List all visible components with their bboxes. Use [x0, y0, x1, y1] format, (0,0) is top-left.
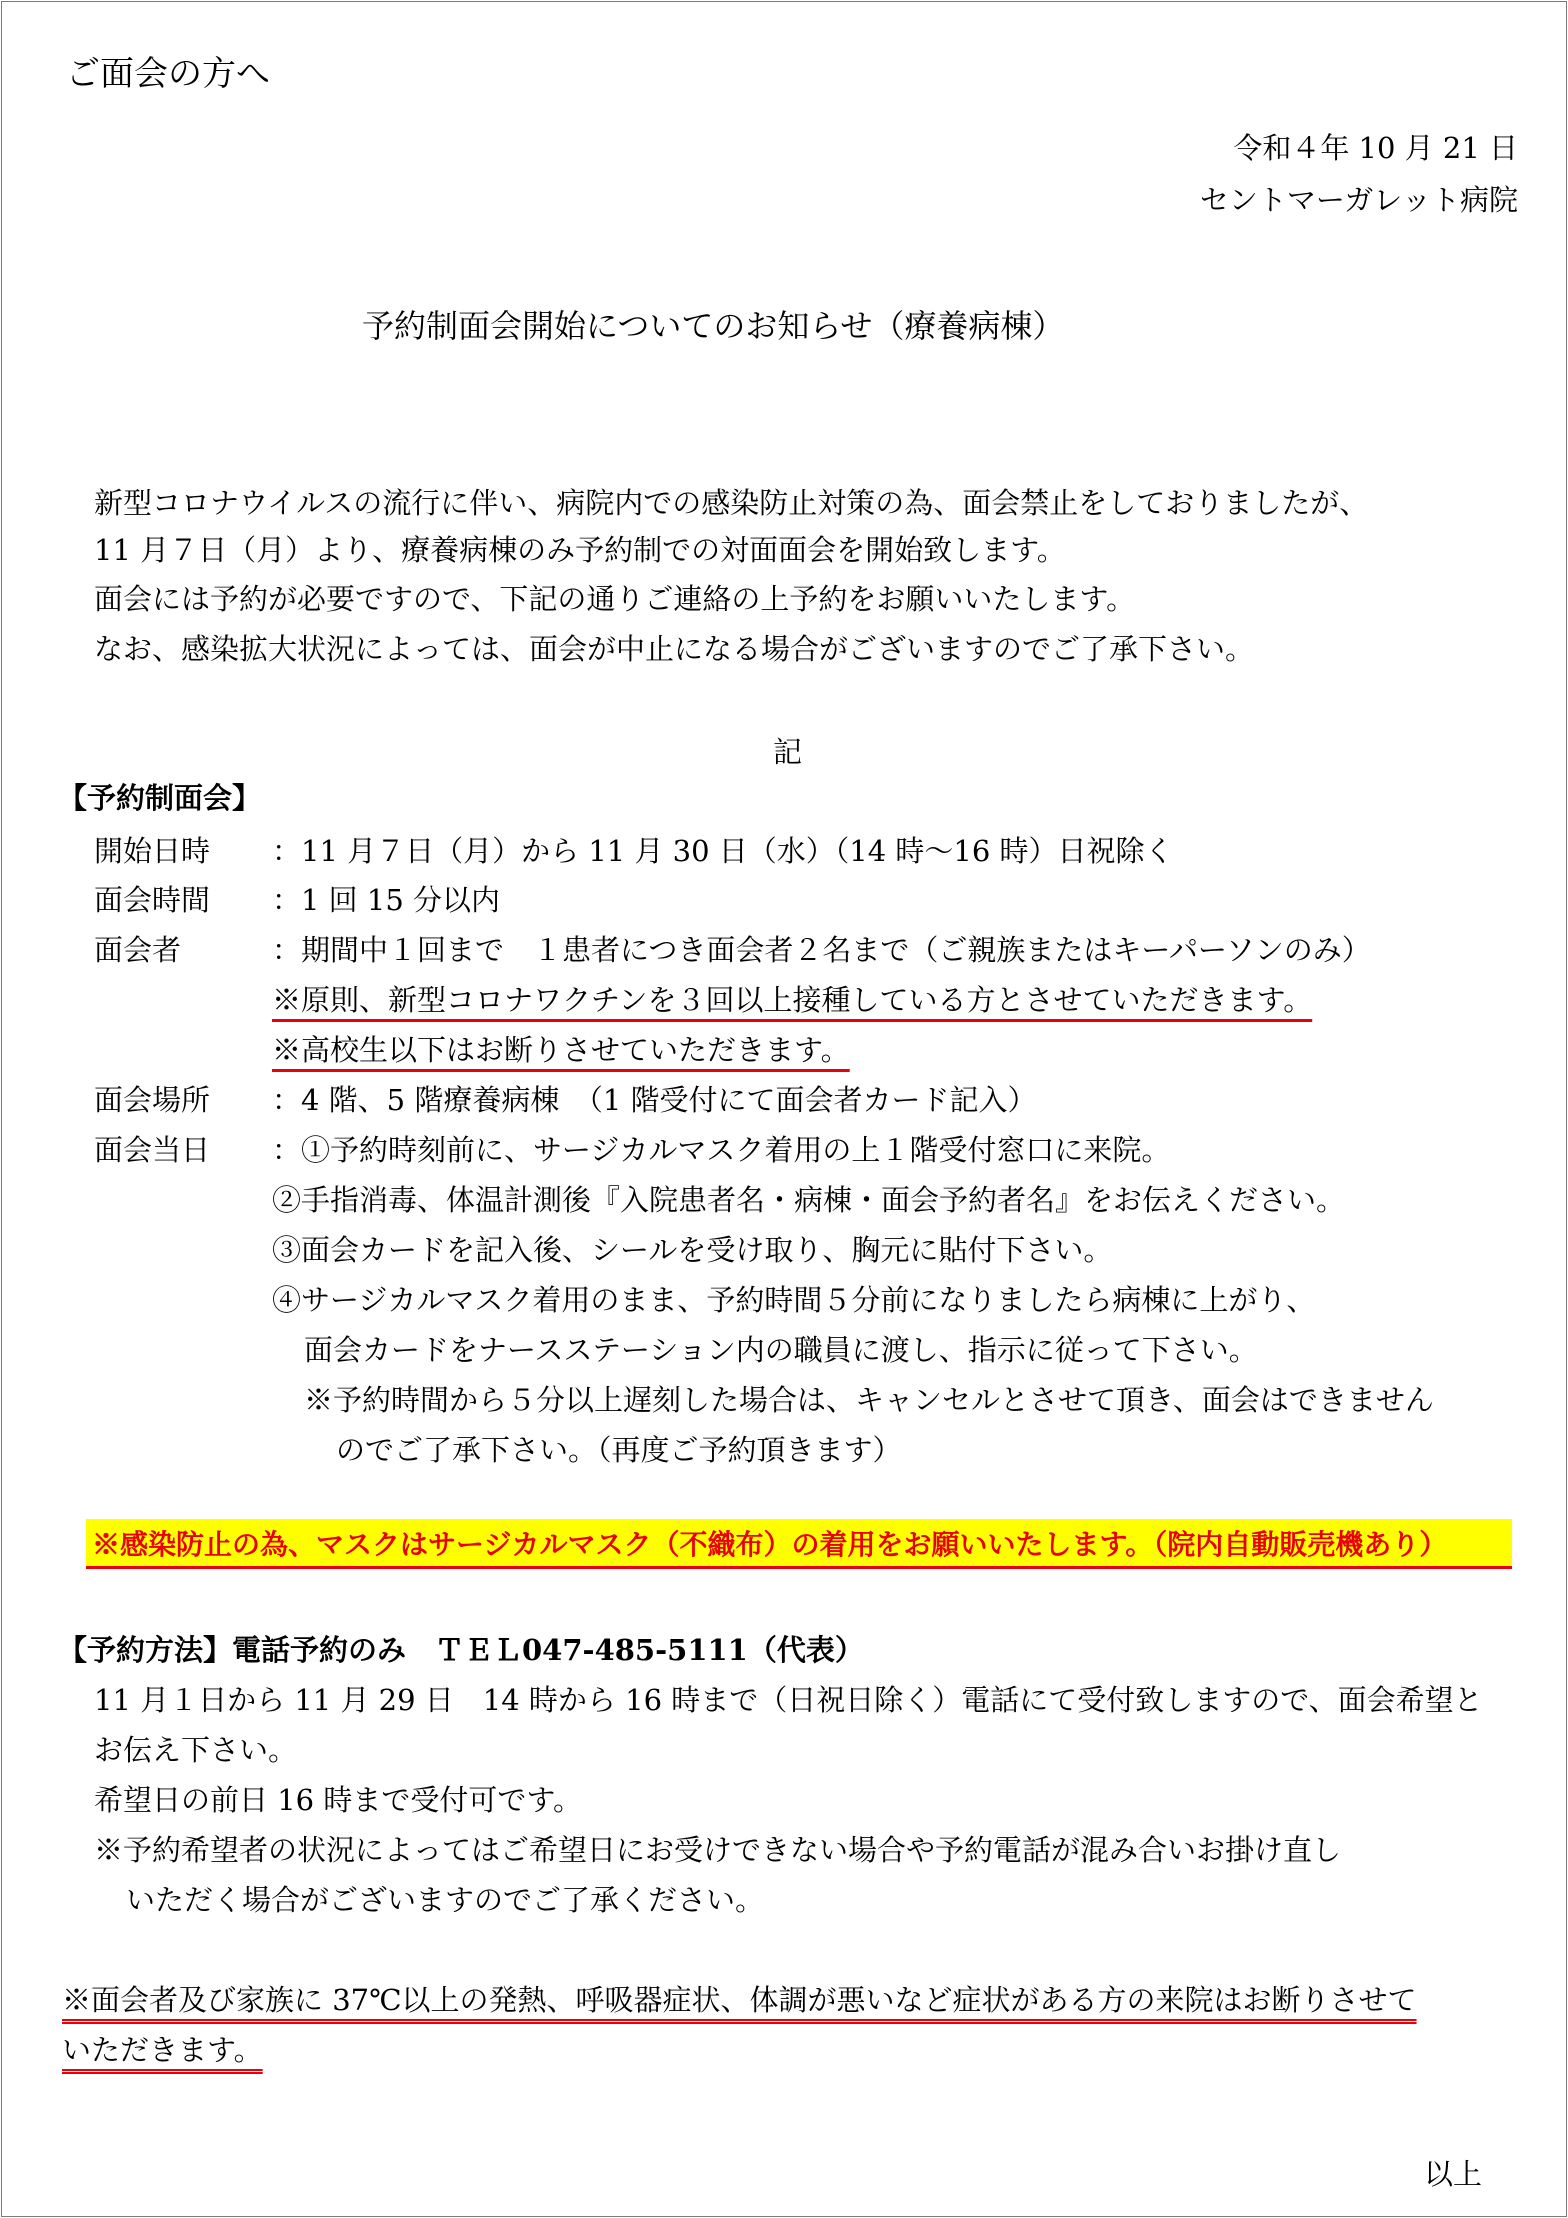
- fever-notice-b: いただきます。: [62, 2033, 263, 2067]
- visitor-label: 面会者: [94, 933, 182, 967]
- visitor-row: [94, 930, 1371, 970]
- step-1: ：①予約時刻前に、サージカルマスク着用の上１階受付窓口に来院。: [272, 1133, 1171, 1167]
- start-value: ：11 月７日（月）から 11 月 30 日（水）（14 時～16 時）日祝除く: [272, 834, 1174, 868]
- method-line: 希望日の前日 16 時まで受付可です。: [94, 1783, 583, 1817]
- issuer: セントマーガレット病院: [1199, 183, 1518, 217]
- time-row: [94, 880, 500, 920]
- intro-line: なお、感染拡大状況によっては、面会が中止になる場合がございますのでご了承下さい。: [94, 632, 1255, 666]
- late-note-b: のでご了承下さい。（再度ご予約頂きます）: [336, 1433, 902, 1467]
- intro-line: 面会には予約が必要ですので、下記の通りご連絡の上予約をお願いいたします。: [94, 582, 1136, 616]
- visitor-note: [272, 1030, 850, 1070]
- method-heading: 【予約方法】電話予約のみ ＴＥＬ047-485-5111（代表）: [58, 1633, 864, 1667]
- fever-notice: [62, 2030, 263, 2070]
- method-line: 11 月１日から 11 月 29 日 14 時から 16 時まで（日祝日除く）電話にて受付致しますので、面会希望と: [94, 1683, 1483, 1717]
- visitor-note: [272, 980, 1312, 1020]
- ki-mark: 記: [773, 735, 803, 769]
- fever-notice-a: ※面会者及び家族に 37℃以上の発熱、呼吸器症状、体調が悪いなど症状がある方の来院はお断りさせて: [62, 1983, 1417, 2017]
- place-row: [94, 1080, 1037, 1120]
- age-note: ※高校生以下はお断りさせていただきます。: [272, 1033, 850, 1067]
- mask-notice: ※感染防止の為、マスクはサージカルマスク（不織布）の着用をお願いいたします。（院内自動販売機あり）: [92, 1528, 1448, 1561]
- step-4b: 面会カードをナースステーション内の職員に渡し、指示に従って下さい。: [304, 1333, 1258, 1367]
- step-3: ③面会カードを記入後、シールを受け取り、胸元に貼付下さい。: [272, 1233, 1113, 1267]
- day-label: 面会当日: [94, 1133, 211, 1167]
- visitor-value: ：期間中１回まで １患者につき面会者２名まで（ご親族またはキーパーソンのみ）: [272, 933, 1371, 967]
- method-note-a: ※予約希望者の状況によってはご希望日にお受けできない場合や予約電話が混み合いお掛け直し: [94, 1833, 1342, 1867]
- fever-notice: [62, 1980, 1417, 2020]
- date: 令和４年 10 月 21 日: [1233, 131, 1518, 165]
- time-label: 面会時間: [94, 883, 211, 917]
- place-label: 面会場所: [94, 1083, 211, 1117]
- page-title: 予約制面会開始についてのお知らせ（療養病棟）: [362, 307, 1065, 345]
- addressee: ご面会の方へ: [66, 54, 270, 94]
- method-line: お伝え下さい。: [94, 1733, 298, 1767]
- intro-line: 新型コロナウイルスの流行に伴い、病院内での感染防止対策の為、面会禁止をしておりましたが、: [94, 486, 1369, 520]
- closing: 以上: [1424, 2157, 1483, 2191]
- time-value: ：1 回 15 分以内: [272, 883, 501, 917]
- reservation-heading: 【予約制面会】: [58, 781, 262, 815]
- day-row: [94, 1130, 1170, 1170]
- late-note-a: ※予約時間から５分以上遅刻した場合は、キャンセルとさせて頂き、面会はできません: [304, 1383, 1434, 1417]
- method-note-b: いただく場合がございますのでご了承ください。: [126, 1883, 765, 1917]
- place-value: ：4 階、5 階療養病棟 （1 階受付にて面会者カード記入）: [272, 1083, 1037, 1117]
- intro-line: 11 月７日（月）より、療養病棟のみ予約制での対面面会を開始致します。: [94, 533, 1066, 567]
- start-row: [94, 831, 1174, 871]
- vaccine-note: ※原則、新型コロナワクチンを３回以上接種している方とさせていただきます。: [272, 983, 1313, 1017]
- step-2: ②手指消毒、体温計測後『入院患者名・病棟・面会予約者名』をお伝えください。: [272, 1183, 1346, 1217]
- step-4a: ④サージカルマスク着用のまま、予約時間５分前になりましたら病棟に上がり、: [272, 1283, 1316, 1317]
- start-label: 開始日時: [94, 834, 211, 868]
